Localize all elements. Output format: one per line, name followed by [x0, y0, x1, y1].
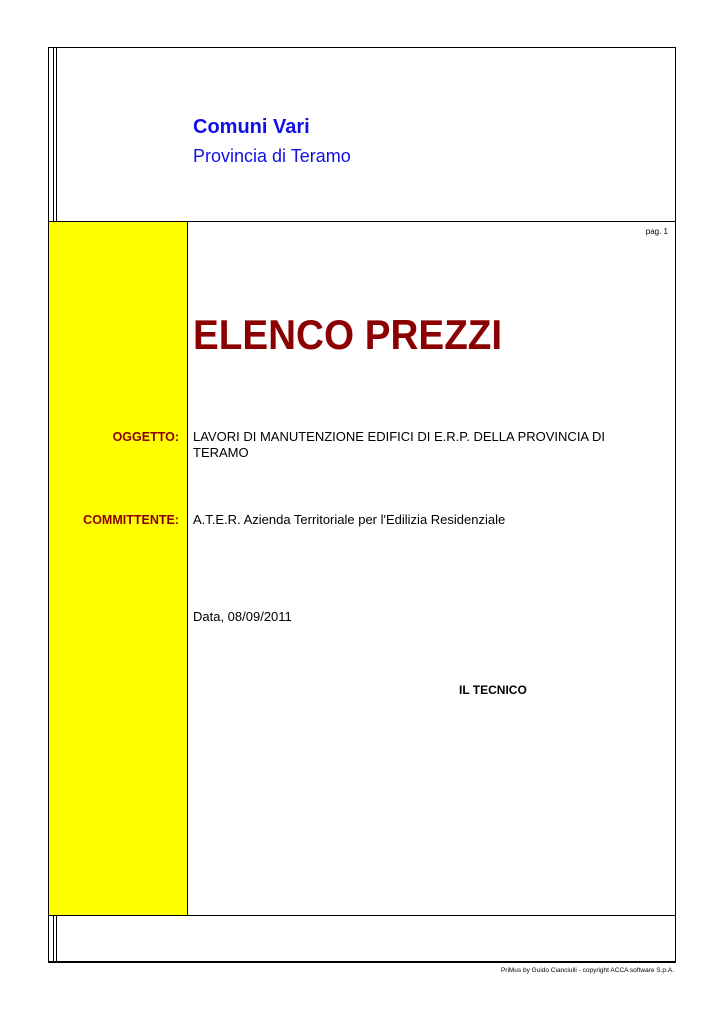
page-number: pag. 1: [645, 227, 668, 236]
footer-credit: PriMus by Guido Cianciulli - copyright ACCA software S.p.A.: [500, 967, 674, 974]
committente-label: COMMITTENTE:: [83, 513, 179, 527]
document-date: Data, 08/09/2011: [193, 609, 292, 624]
committente-value: A.T.E.R. Azienda Territoriale per l'Edilizia Residenziale: [193, 512, 506, 527]
signature-label: IL TECNICO: [459, 683, 527, 697]
document-title: ELENCO PREZZI: [193, 311, 503, 358]
footer-separator: [48, 915, 676, 916]
oggetto-label: OGGETTO:: [112, 430, 179, 444]
header-title: Comuni Vari: [193, 116, 310, 138]
sidebar-divider: [187, 221, 188, 915]
header-subtitle: Provincia di Teramo: [193, 146, 351, 166]
oggetto-value: LAVORI DI MANUTENZIONE EDIFICI DI E.R.P. DELLA PROVINCIA DI TERAMO: [193, 429, 605, 460]
frame-left-line-bottom2: [56, 915, 57, 963]
sidebar-band: [49, 222, 187, 915]
frame-left-line-inner2: [56, 47, 57, 222]
frame-left-line-bottom: [53, 915, 54, 963]
frame-left-line-inner: [53, 47, 54, 222]
